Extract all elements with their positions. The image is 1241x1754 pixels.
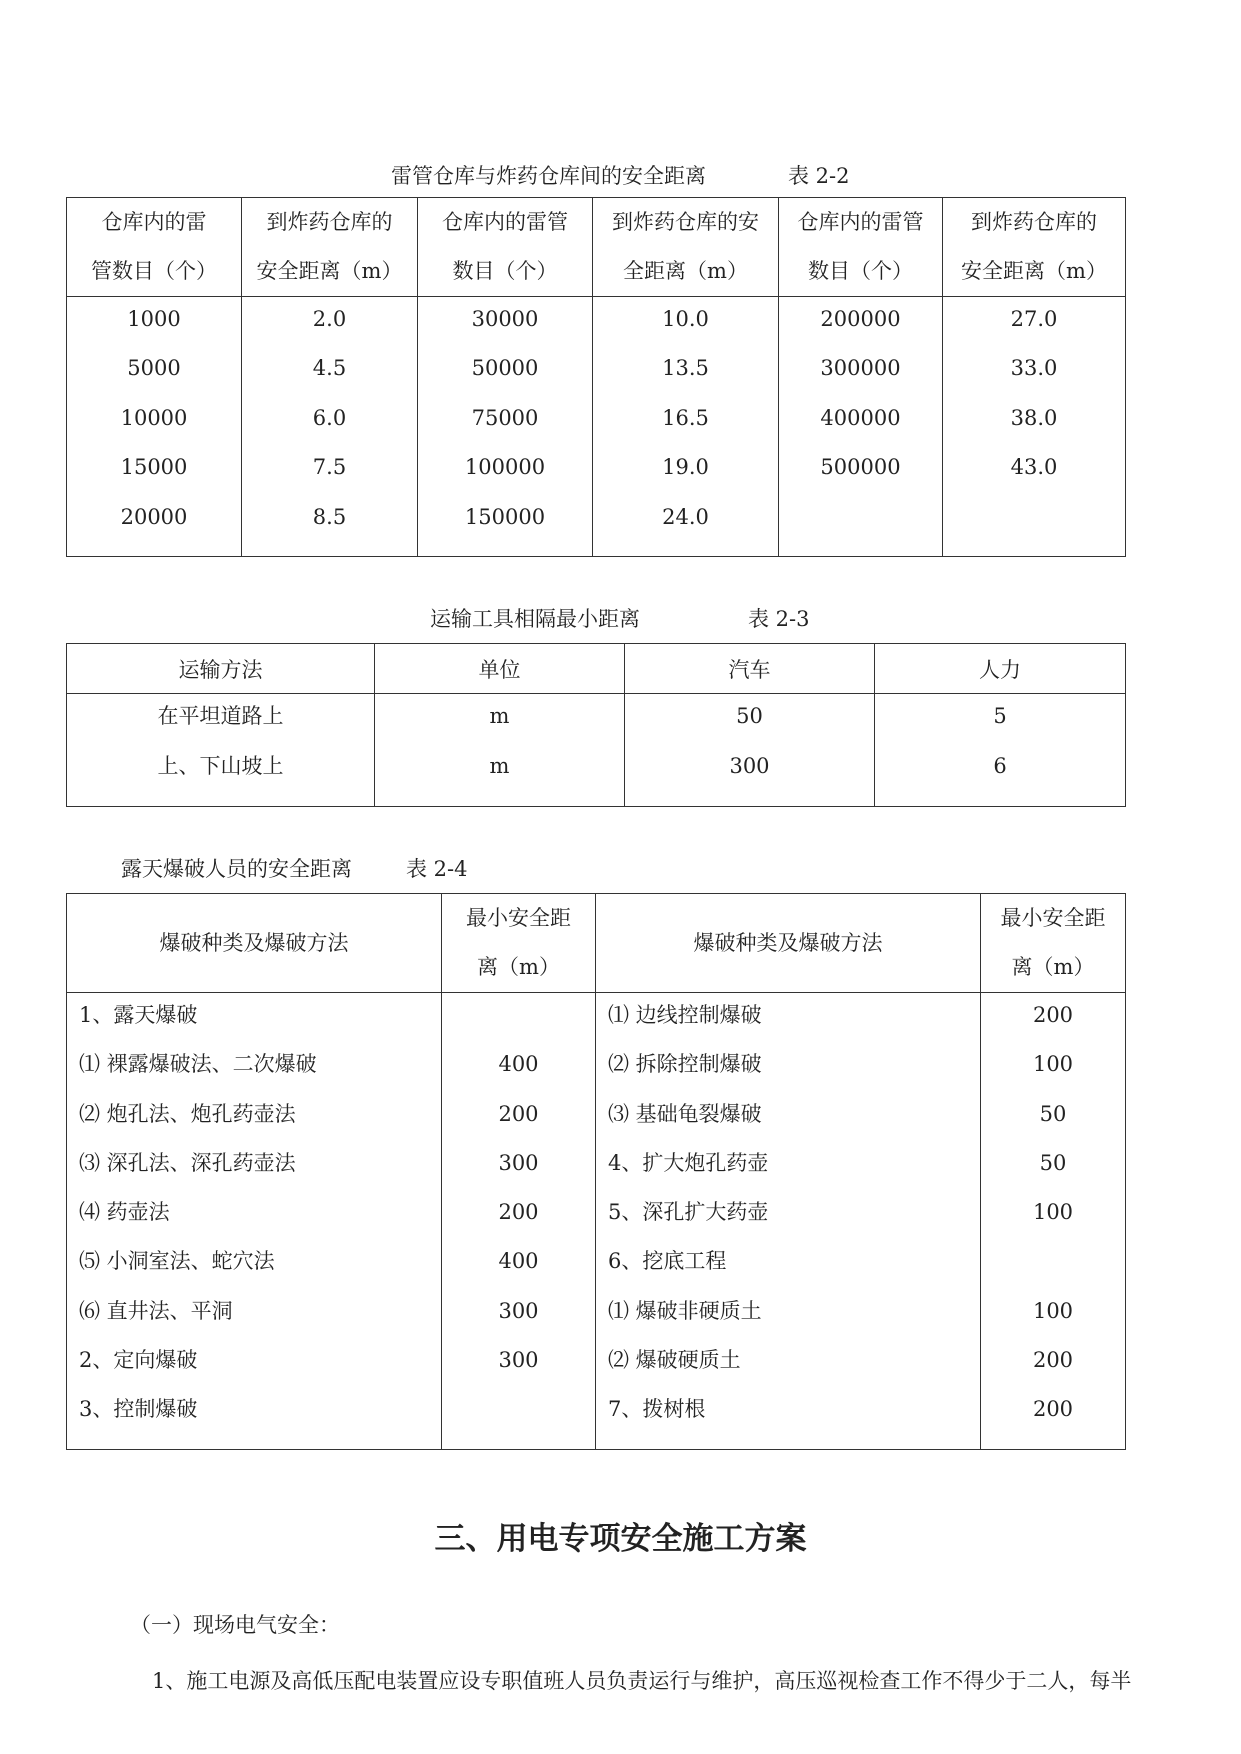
- cell-value: ⑵ 拆除控制爆破: [608, 1052, 762, 1077]
- cell-value: 200000: [820, 307, 901, 331]
- table-header-row: [67, 644, 1126, 694]
- table-2-3-title: 运输工具相隔最小距离: [430, 607, 640, 631]
- cell-value: 200: [498, 1200, 539, 1225]
- cell-value: 1000: [127, 307, 181, 331]
- table-header-row: [67, 198, 1126, 297]
- cell-value: ⑹ 直井法、平洞: [79, 1298, 233, 1323]
- cell-value: 6.0: [312, 405, 347, 430]
- header-text: 最小安全距: [1000, 906, 1106, 930]
- cell-value: 8.5: [312, 504, 347, 529]
- cell-value: ⑶ 基础龟裂爆破: [608, 1101, 762, 1126]
- cell-value: 27.0: [1010, 307, 1058, 331]
- table-column-cell: [593, 297, 779, 557]
- header-text: 数目（个）: [808, 259, 913, 283]
- table-body-row: [67, 694, 1126, 807]
- cell-value: 400: [498, 1249, 539, 1274]
- cell-value: 7.5: [312, 455, 347, 480]
- header-text: 汽车: [728, 657, 771, 682]
- cell-value: 5000: [127, 356, 181, 381]
- cell-value: 100: [1032, 1298, 1074, 1323]
- paragraph: 1、施工电源及高低压配电装置应设专职值班人员负责运行与维护，高压巡视检查工作不得少于二人，每半: [152, 1669, 1132, 1693]
- column-header: [67, 198, 242, 297]
- header-text: 管数目（个）: [91, 259, 217, 283]
- table-column-cell: [67, 694, 375, 807]
- cell-value: [442, 1399, 595, 1448]
- table-column-cell: [779, 297, 943, 557]
- cell-value: 4、扩大炮孔药壶: [608, 1150, 769, 1175]
- cell-value: 38.0: [1010, 405, 1058, 430]
- table-column-cell: [875, 694, 1126, 807]
- cell-value: 400000: [820, 405, 901, 430]
- table-2-2-number: 表 2-2: [788, 164, 850, 188]
- cell-value: 300: [498, 1348, 539, 1373]
- cell-value: ⑴ 裸露爆破法、二次爆破: [79, 1052, 317, 1077]
- column-header: [442, 894, 596, 993]
- cell-value: 1、露天爆破: [79, 1003, 198, 1027]
- table-2-4: [66, 893, 1126, 1450]
- table-2-3-number: 表 2-3: [748, 607, 810, 631]
- cell-value: 上、下山坡上: [157, 754, 284, 778]
- cell-value: 5、深孔扩大药壶: [608, 1200, 769, 1225]
- header-text: 到炸药仓库的: [971, 210, 1097, 234]
- column-header: [981, 894, 1126, 993]
- cell-value: 2.0: [312, 307, 347, 331]
- table-header-row: [67, 894, 1126, 993]
- cell-value: 200: [1032, 1348, 1074, 1373]
- table-column-cell: [418, 297, 593, 557]
- table-2-4-number: 表 2-4: [406, 857, 468, 881]
- cell-value: 10.0: [662, 307, 709, 331]
- header-text: 安全距离（m）: [961, 259, 1107, 283]
- column-header: [593, 198, 779, 297]
- header-text: 仓库内的雷: [101, 210, 207, 234]
- cell-value: 43.0: [1010, 455, 1058, 480]
- cell-value: [943, 507, 1125, 556]
- header-text: 全距离（m）: [623, 259, 748, 283]
- section-heading: 三、用电专项安全施工方案: [434, 1521, 807, 1557]
- table-column-cell: [981, 993, 1126, 1450]
- subsection-heading: （一）现场电气安全：: [130, 1613, 340, 1637]
- cell-value: 13.5: [662, 356, 709, 381]
- cell-value: m: [489, 704, 510, 728]
- column-header: [418, 198, 593, 297]
- cell-value: 300: [729, 754, 770, 778]
- cell-value: 15000: [120, 455, 188, 480]
- cell-value: 50000: [471, 356, 539, 381]
- cell-value: 200: [1032, 1397, 1074, 1422]
- cell-value: 500000: [820, 455, 901, 480]
- cell-value: 24.0: [662, 504, 709, 529]
- cell-value: ⑸ 小洞室法、蛇穴法: [79, 1249, 275, 1274]
- cell-value: 100: [1032, 1200, 1074, 1225]
- header-text: 安全距离（m）: [256, 259, 403, 283]
- cell-value: 300: [498, 1298, 539, 1323]
- table-2-3: [66, 643, 1126, 807]
- column-header: [625, 644, 875, 694]
- cell-value: 20000: [120, 504, 188, 529]
- cell-value: ⑴ 边线控制爆破: [608, 1003, 762, 1027]
- header-text: 到炸药仓库的安: [612, 210, 759, 234]
- table-2-4-title: 露天爆破人员的安全距离: [121, 857, 352, 881]
- cell-value: 10000: [120, 405, 188, 430]
- table-column-cell: [67, 297, 242, 557]
- table-column-cell: [943, 297, 1126, 557]
- cell-value: 6: [993, 754, 1007, 778]
- cell-value: ⑶ 深孔法、深孔药壶法: [79, 1150, 296, 1175]
- table-2-2: [66, 197, 1126, 557]
- header-text: 最小安全距: [466, 906, 571, 930]
- cell-value: 16.5: [662, 405, 709, 430]
- column-header: [875, 644, 1126, 694]
- header-text: 仓库内的雷管: [442, 210, 568, 234]
- header-text: 爆破种类及爆破方法: [159, 930, 349, 955]
- table-body-row: [67, 297, 1126, 557]
- cell-value: 50: [736, 704, 763, 728]
- column-header: [67, 894, 442, 993]
- cell-value: 6、挖底工程: [608, 1249, 727, 1274]
- header-text: 运输方法: [178, 657, 263, 682]
- cell-value: [442, 1005, 595, 1054]
- cell-value: 33.0: [1010, 356, 1058, 381]
- header-text: 数目（个）: [452, 259, 558, 283]
- header-text: 仓库内的雷管: [797, 210, 924, 234]
- table-column-cell: [67, 993, 442, 1450]
- table-column-cell: [596, 993, 981, 1450]
- cell-value: 5: [993, 704, 1007, 728]
- cell-value: 50: [1039, 1150, 1067, 1175]
- cell-value: 7、拨树根: [608, 1397, 706, 1422]
- header-text: 爆破种类及爆破方法: [693, 930, 883, 955]
- cell-value: 50: [1039, 1101, 1067, 1126]
- cell-value: 2、定向爆破: [79, 1348, 198, 1373]
- column-header: [779, 198, 943, 297]
- cell-value: 19.0: [662, 455, 709, 480]
- table-column-cell: [375, 694, 625, 807]
- cell-value: 100000: [464, 455, 546, 480]
- header-text: 离（m）: [477, 955, 560, 979]
- table-column-cell: [242, 297, 418, 557]
- cell-value: ⑵ 炮孔法、炮孔药壶法: [79, 1101, 296, 1126]
- table-2-2-title: 雷管仓库与炸药仓库间的安全距离: [391, 164, 706, 188]
- column-header: [242, 198, 418, 297]
- cell-value: 300: [498, 1150, 539, 1175]
- cell-value: ⑵ 爆破硬质土: [608, 1348, 741, 1373]
- cell-value: 75000: [471, 405, 539, 430]
- header-text: 人力: [979, 657, 1021, 682]
- cell-value: 150000: [464, 504, 546, 529]
- cell-value: 100: [1032, 1052, 1074, 1077]
- cell-value: 200: [1032, 1003, 1074, 1027]
- cell-value: ⑷ 药壶法: [79, 1200, 170, 1225]
- header-text: 离（m）: [1011, 955, 1095, 979]
- cell-value: m: [489, 754, 510, 778]
- cell-value: 300000: [820, 356, 901, 381]
- header-text: 到炸药仓库的: [266, 210, 393, 234]
- cell-value: 30000: [471, 307, 539, 331]
- cell-value: 400: [498, 1052, 539, 1077]
- column-header: [596, 894, 981, 993]
- cell-value: 4.5: [312, 356, 347, 381]
- cell-value: 在平坦道路上: [157, 704, 284, 728]
- cell-value: 3、控制爆破: [79, 1397, 198, 1422]
- column-header: [67, 644, 375, 694]
- header-text: 单位: [478, 657, 521, 682]
- column-header: [943, 198, 1126, 297]
- cell-value: 200: [498, 1101, 539, 1126]
- table-column-cell: [625, 694, 875, 807]
- table-column-cell: [442, 993, 596, 1450]
- cell-value: [981, 1251, 1125, 1300]
- cell-value: ⑴ 爆破非硬质土: [608, 1298, 762, 1323]
- table-body-row: [67, 993, 1126, 1450]
- cell-value: [779, 507, 942, 556]
- column-header: [375, 644, 625, 694]
